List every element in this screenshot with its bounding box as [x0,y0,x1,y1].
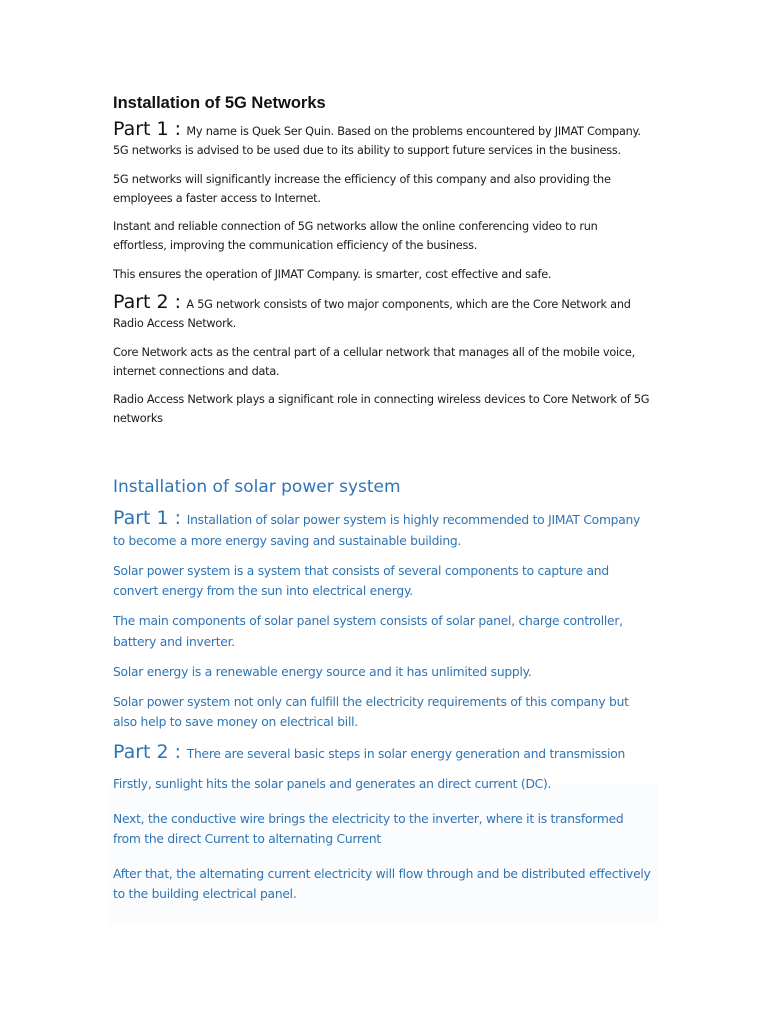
paragraph-radio-access: Radio Access Network plays a significant role in connecting wireless devices to Core Network of 5G networks [113,393,650,425]
section-title-solar: Installation of solar power system [113,477,401,497]
part2-label-solar: Part 2 : [113,741,182,763]
paragraph-solar-components: The main components of solar panel system consists of solar panel, charge controller, battery and inverter. [113,614,623,649]
section-5g-networks [113,92,653,438]
section-solar-power [113,474,653,914]
part2-label-5g: Part 2 : [113,291,182,313]
part2-text-5g: A 5G network consists of two major components, which are the Core Network and Radio Access Network. [113,298,631,330]
part1-label-solar: Part 1 : [113,507,182,529]
paragraph-step-next: Next, the conductive wire brings the electricity to the inverter, where it is transformed from the direct Current to alternating Current [113,811,624,846]
paragraph-solar-renewable: Solar energy is a renewable energy source and it has unlimited supply. [113,664,532,679]
paragraph-step-after: After that, the alternating current electricity will flow through and be distributed effectively to the building electrical panel. [113,866,651,901]
paragraph-step-firstly: Firstly, sunlight hits the solar panels and generates an direct current (DC). [113,777,552,791]
paragraph-solar-definition: Solar power system is a system that consists of several components to capture and convert energy from the sun into electrical energy. [113,563,609,598]
section-title-5g: Installation of 5G Networks [113,94,326,112]
paragraph-5g-conferencing: Instant and reliable connection of 5G networks allow the online conferencing video to run effortless, improving the communication efficiency of the business. [113,220,598,252]
part1-paragraph-5g [113,120,653,160]
part2-text-solar: There are several basic steps in solar energy generation and transmission [186,747,626,761]
part1-text-solar: Installation of solar power system is highly recommended to JIMAT Company to become a more energy saving and sustainable building. [113,513,641,548]
paragraph-5g-efficiency: 5G networks will significantly increase the efficiency of this company and also providing the employees a faster access to Internet. [113,172,611,205]
paragraph-core-network: Core Network acts as the central part of a cellular network that manages all of the mobile voice, internet connections and data. [113,345,635,378]
part2-paragraph-5g [113,293,653,333]
paragraph-solar-savings: Solar power system not only can fulfill the electricity requirements of this company but also help to save money on electrical bill. [113,694,629,729]
paragraph-5g-operation: This ensures the operation of JIMAT Company. is smarter, cost effective and safe. [113,267,552,281]
part2-paragraph-solar [113,742,653,765]
part1-paragraph-solar [113,508,653,551]
part1-label-5g: Part 1 : [113,118,182,140]
part1-text-5g: My name is Quek Ser Quin. Based on the problems encountered by JIMAT Company. 5G networks is advised to be used due to its ability to support future services in the business. [113,125,641,157]
